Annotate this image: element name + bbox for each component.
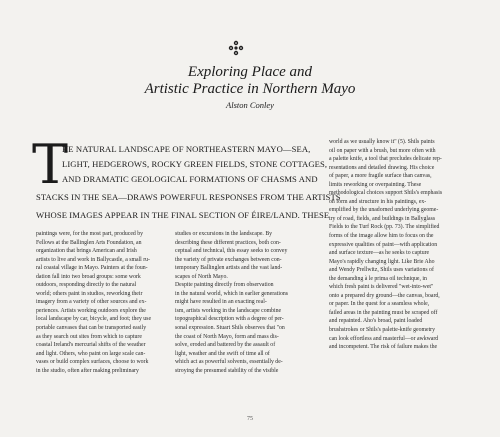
body-text-line: can look effortless and masterful—or awkward [329,335,439,342]
body-text-line: stroying the presumed stability of the visible [175,367,279,374]
body-text-line: might have resulted in an exacting real- [175,299,267,306]
body-text-line: the coast of North Mayo, form and mass dis- [175,333,279,340]
body-text-line: Fields to the Turf Rock (pp. 73). The simplified [329,224,440,231]
body-text-line: scapes of North Mayo. [175,273,228,280]
body-text-line: a palette knife, a tool that precludes delicate rep- [329,156,442,163]
body-text-line: local landscape by car, bicycle, and foot; they use [36,316,152,323]
body-text-line: emplified by the unadorned underlying geome- [329,207,439,214]
body-text-line: world as we usually know it" (5). Shils paints [329,139,435,145]
body-text-line: artists to live and work in Ballycastle, a small ru- [36,256,150,263]
body-text-line: and light. Others, who paint on large scale can- [36,350,146,357]
body-column-1 [36,230,159,375]
page-number: 75 [247,416,253,422]
body-text-line: oil on paper with a brush, but more often with [329,147,436,154]
body-text-line: imagery from a variety of other sources and ex- [36,299,147,306]
essay-title-line2: Artistic Practice in Northern Mayo [144,81,356,97]
body-text-line: methodological choices support Shils's emphasis [329,190,443,197]
body-text-line: ism, artists working in the landscape combine [175,307,282,314]
body-text-line: ceptual and technical, this essay seeks to convey [175,248,288,255]
intro-line: STACKS IN THE SEA—DRAWS POWERFUL RESPONSES FROM THE ARTISTS [36,192,341,202]
body-text-line: portable canvases that can be transported easily [36,325,147,332]
body-text-line: light, weather and the swift of time all of [175,350,270,357]
intro-line: AND DRAMATIC GEOLOGICAL FORMATIONS OF CHASMS AND [62,174,318,184]
intro-line: WHOSE IMAGES APPEAR IN THE FINAL SECTION OF ÉIRE/LAND. THESE [36,210,330,220]
body-text-line: sonal expression. Stuart Shils observes that "on [175,325,285,332]
body-text-line: outdoors, responding directly to the natural [36,282,137,289]
body-text-line: coastal Ireland's mercurial shifts of the weather [36,342,146,349]
body-text-line: on form and structure in his paintings, ex- [329,198,427,205]
body-text-line: onto a prepared dry ground—the canvas, board, [329,292,440,299]
essay-title-line1: Exploring Place and [187,64,313,80]
body-text-line: in the studio, often after making preliminary [36,367,139,374]
body-text-line: try of road, fields, and buildings in Ballyglass [329,215,436,222]
body-text-line: which act as powerful solvents, essentially de- [175,359,283,366]
body-text-line: periences. Artists working outdoors explore the [36,307,146,314]
body-text-line: dation fall into two broad groups: some work [36,273,141,280]
body-text-line: limits reworking or overpainting. These [329,181,422,188]
body-text-line: world; others paint in studios, reworking their [36,290,143,297]
body-text-line: topographical description with a degree of per- [175,316,284,323]
intro-line: HE NATURAL LANDSCAPE OF NORTHEASTERN MAYO—SEA, [62,144,311,154]
body-text-line: and Wendy Prellwitz, Shils uses variations of [329,267,434,274]
body-column-3 [329,138,468,352]
body-text-line: Mayo's rapidly changing light. Like Brie Aho [329,258,435,265]
intro-line: LIGHT, HEDGEROWS, ROCKY GREEN FIELDS, STONE COTTAGES, [62,159,328,169]
body-text-line: and incompetent. The risk of failure makes the [329,344,438,351]
body-text-line: solve, eroded and battered by the assault of [175,342,276,349]
body-text-line: as they search out sites from which to capture [36,333,142,340]
drop-cap: T [32,133,69,196]
fleuron-ornament-icon [228,40,244,56]
body-text-line: expressive qualities of paint—with application [329,241,438,248]
body-text-line: Fellows at the Ballinglen Arts Foundation, an [36,239,142,246]
author-name: Alston Conley [226,100,274,110]
body-text-line: vases or build complex surfaces, choose to work [36,359,149,366]
body-text-line: Despite painting directly from observation [175,282,274,289]
body-text-line: which fresh paint is delivered "wet-into-wet" [329,284,434,291]
body-text-line: organization that brings American and Irish [36,248,137,255]
body-text-line: in the natural world, which in earlier generations [175,290,288,297]
body-text-line: and surface texture—as he seeks to capture [329,250,430,257]
body-text-line: studies or excursions in the landscape. By [175,231,273,237]
body-text-line: forms of the image allow him to focus on the [329,233,434,240]
body-text-line: brushstrokes or Shils's palette-knife geometry [329,327,436,334]
body-text-line: the demanding à le prima oil technique, in [329,275,427,282]
body-text-line: or paper. In the quest for a seamless whole, [329,301,430,308]
body-text-line: temporary Ballinglen artists and the vast land- [175,265,283,272]
body-text-line: resentations and detailed drawing. His choice [329,164,435,171]
body-text-line: and repainted. Aho's broad, paint loaded [329,318,423,325]
body-text-line: the variety of private exchanges between con- [175,256,282,263]
body-text-line: failed areas in the painting must be scraped off [329,309,438,316]
body-text-line: paintings were, for the most part, produced by [36,231,144,237]
body-column-2 [175,230,312,375]
body-text-line: describing these different practices, both con- [175,239,281,246]
body-text-line: ral coastal village in Mayo. Painters at the foun- [36,265,148,272]
body-text-line: of paper, a more fragile surface than canvas, [329,173,432,180]
